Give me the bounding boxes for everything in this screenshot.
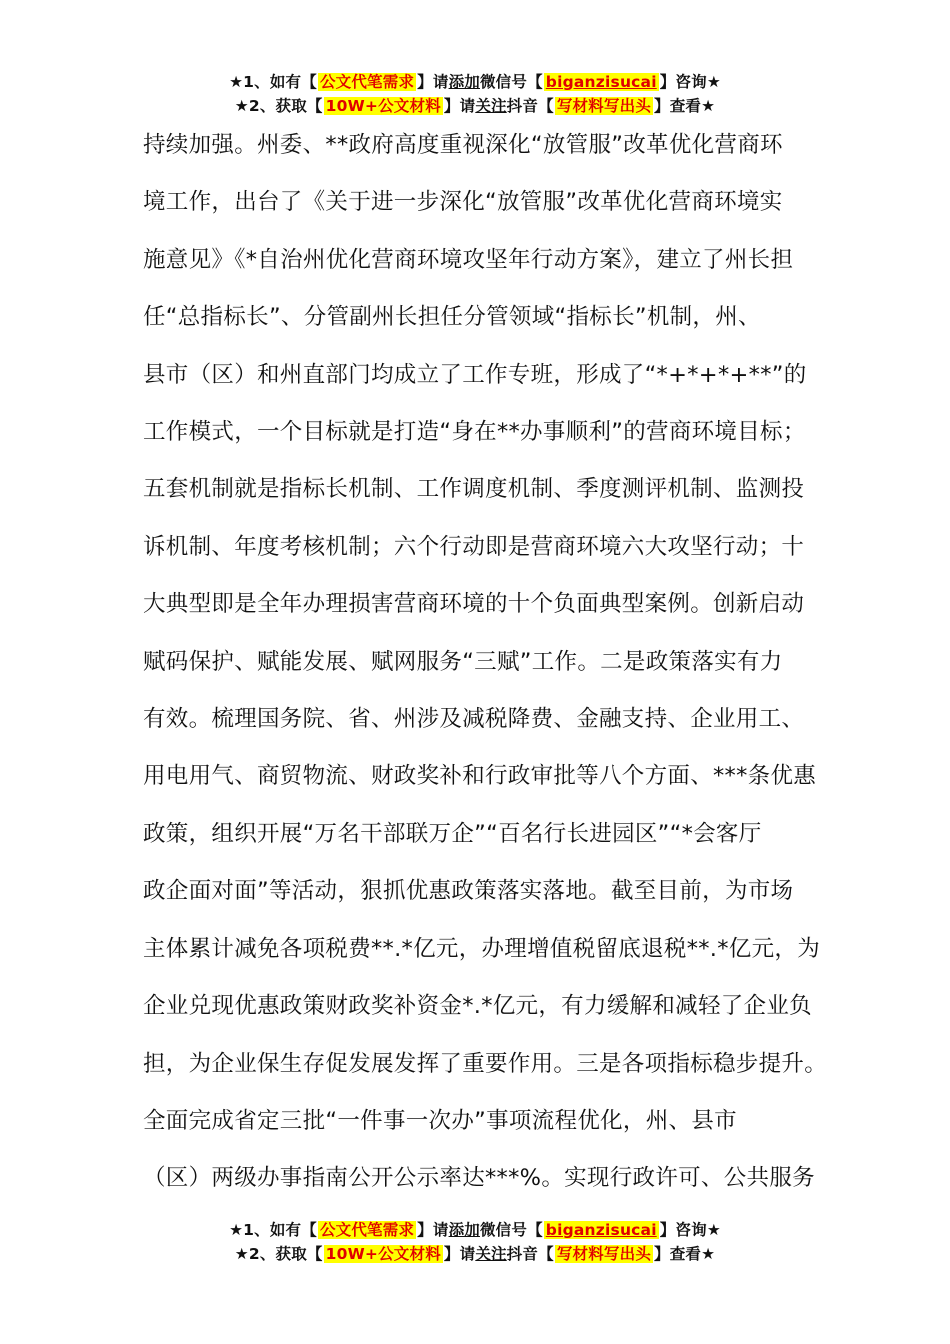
- document-body: [143, 117, 843, 1208]
- body-line: 诉机制、年度考核机制；六个行动即是营商环境六大攻坚行动；十: [143, 533, 805, 560]
- highlight-materials: 10W+公文材料: [325, 97, 441, 115]
- banner-underlined-text: 添加: [448, 1221, 480, 1239]
- highlight-douyin-account[interactable]: 写材料写出头: [556, 1245, 652, 1263]
- banner-line-2: [0, 94, 950, 118]
- body-line: 用电用气、商贸物流、财政奖补和行政审批等八个方面、***条优惠: [143, 763, 817, 790]
- banner-text: 】咨询★: [659, 1221, 721, 1239]
- banner-text: 抖音【: [506, 97, 554, 115]
- body-line: 施意见》《*自治州优化营商环境攻坚年行动方案》，建立了州长担: [143, 246, 794, 273]
- banner-line-2: [0, 1242, 950, 1266]
- body-line: 大典型即是全年办理损害营商环境的十个负面典型案例。创新启动: [143, 591, 805, 618]
- banner-line-1: [0, 70, 950, 94]
- banner-text: 】请: [417, 73, 449, 91]
- body-line: 主体累计减免各项税费**.*亿元，办理增值税留底退税**.*亿元，为: [143, 935, 821, 962]
- footer-banner: [0, 1218, 950, 1266]
- banner-text: ★1、如有【: [229, 1221, 317, 1239]
- banner-underlined-text: 关注: [475, 1245, 507, 1263]
- header-banner: [0, 70, 950, 118]
- banner-text: 】请: [443, 1245, 476, 1263]
- banner-line-1: [0, 1218, 950, 1242]
- banner-text: 】请: [417, 1221, 449, 1239]
- body-line: （区）两级办事指南公开公示率达***%。实现行政许可、公共服务: [143, 1165, 815, 1192]
- body-line: 工作模式，一个目标就是打造“身在**办事顺利”的营商环境目标；: [143, 419, 806, 446]
- banner-text: ★1、如有【: [229, 73, 317, 91]
- banner-text: 抖音【: [506, 1245, 554, 1263]
- banner-text: 】请: [443, 97, 476, 115]
- body-line: 赋码保护、赋能发展、赋网服务“三赋”工作。二是政策落实有力: [143, 648, 783, 675]
- body-line: 担，为企业保生存促发展发挥了重要作用。三是各项指标稳步提升。: [143, 1050, 828, 1077]
- highlight-service: 公文代笔需求: [319, 73, 415, 91]
- highlight-service: 公文代笔需求: [319, 1221, 415, 1239]
- body-line: 政策，组织开展“万名干部联万企”“百名行长进园区”“*会客厅: [143, 820, 762, 847]
- highlight-wechat-id[interactable]: biganzisucai: [545, 1221, 657, 1239]
- body-line: 企业兑现优惠政策财政奖补资金*.*亿元，有力缓解和减轻了企业负: [143, 993, 812, 1020]
- body-line: 五套机制就是指标长机制、工作调度机制、季度测评机制、监测投: [143, 476, 805, 503]
- highlight-materials: 10W+公文材料: [325, 1245, 441, 1263]
- banner-text: ★2、获取【: [234, 97, 323, 115]
- body-line: 政企面对面”等活动，狠抓优惠政策落实落地。截至目前，为市场: [143, 878, 794, 905]
- body-line: 全面完成省定三批“一件事一次办”事项流程优化，州、县市: [143, 1107, 737, 1134]
- banner-underlined-text: 关注: [475, 97, 507, 115]
- body-line: 持续加强。州委、**政府高度重视深化“放管服”改革优化营商环: [143, 132, 783, 158]
- highlight-douyin-account[interactable]: 写材料写出头: [556, 97, 652, 115]
- banner-underlined-text: 添加: [448, 73, 480, 91]
- body-line: 县市（区）和州直部门均成立了工作专班，形成了“*+*+*+**”的: [143, 361, 807, 388]
- banner-text: 】咨询★: [659, 73, 721, 91]
- body-line: 有效。梳理国务院、省、州涉及减税降费、金融支持、企业用工、: [143, 706, 805, 733]
- banner-text: 微信号【: [479, 73, 543, 91]
- body-line: 任“总指标长”、分管副州长担任分管领域“指标长”机制，州、: [143, 304, 761, 331]
- banner-text: 】查看★: [654, 97, 716, 115]
- banner-text: 微信号【: [479, 1221, 543, 1239]
- banner-text: ★2、获取【: [234, 1245, 323, 1263]
- highlight-wechat-id[interactable]: biganzisucai: [545, 73, 657, 91]
- banner-text: 】查看★: [654, 1245, 716, 1263]
- body-line: 境工作，出台了《关于进一步深化“放管服”改革优化营商环境实: [143, 189, 783, 216]
